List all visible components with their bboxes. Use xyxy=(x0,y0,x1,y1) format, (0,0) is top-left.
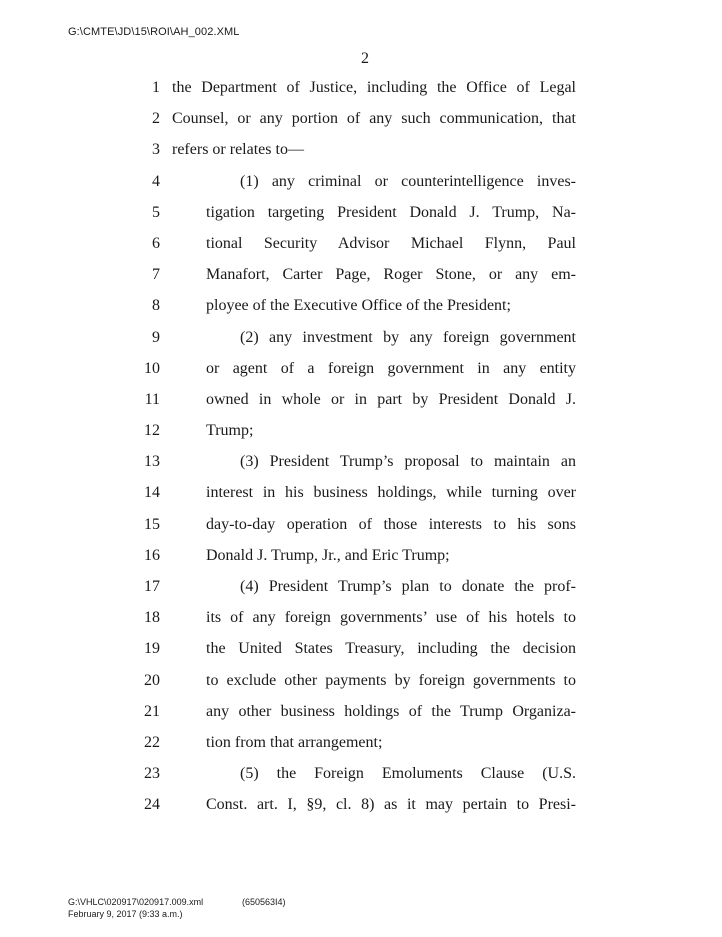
line-number: 3 xyxy=(152,141,160,159)
text-line xyxy=(0,233,722,264)
text-line xyxy=(0,77,722,108)
line-number: 19 xyxy=(144,640,160,658)
line-number: 11 xyxy=(144,390,160,408)
line-text: the Department of Justice, including the Office of Legal xyxy=(172,79,576,96)
line-number: 22 xyxy=(144,733,160,751)
footer-file-path: G:\VHLC\020917\020917.009.xml xyxy=(68,897,204,907)
text-line xyxy=(0,171,722,202)
text-line xyxy=(0,451,722,482)
line-number: 4 xyxy=(152,172,160,190)
line-number: 7 xyxy=(152,266,160,284)
line-text: (4) President Trump’s plan to donate the prof- xyxy=(240,578,576,595)
text-line xyxy=(0,264,722,295)
page-number: 2 xyxy=(361,50,369,67)
line-text: interest in his business holdings, while turning over xyxy=(206,484,576,502)
text-line xyxy=(0,514,722,545)
line-number: 8 xyxy=(152,297,160,315)
text-line xyxy=(0,389,722,420)
line-number: 10 xyxy=(144,359,160,377)
line-text: refers or relates to— xyxy=(172,141,304,159)
footer-date: February 9, 2017 (9:33 a.m.) xyxy=(68,909,183,919)
line-text: Counsel, or any portion of any such communication, that xyxy=(172,110,576,128)
line-number: 24 xyxy=(144,796,160,814)
line-number: 21 xyxy=(144,702,160,720)
text-line xyxy=(0,763,722,794)
line-text: tional Security Advisor Michael Flynn, Paul xyxy=(206,234,576,252)
line-text: (2) any investment by any foreign government xyxy=(240,328,576,346)
text-line xyxy=(0,794,722,825)
line-text: Manafort, Carter Page, Roger Stone, or any em- xyxy=(206,266,576,284)
text-line xyxy=(0,638,722,669)
footer xyxy=(68,896,286,920)
text-line xyxy=(0,701,722,732)
line-number: 2 xyxy=(152,110,160,128)
line-text: Donald J. Trump, Jr., and Eric Trump; xyxy=(206,546,450,564)
line-number: 20 xyxy=(144,671,160,689)
line-text: (1) any criminal or counterintelligence inves- xyxy=(240,172,576,190)
text-line xyxy=(0,607,722,638)
text-line xyxy=(0,670,722,701)
text-line xyxy=(0,202,722,233)
line-text: (5) the Foreign Emoluments Clause (U.S. xyxy=(240,765,576,783)
header-file-path: G:\CMTE\JD\15\ROI\AH_002.XML xyxy=(68,26,240,38)
text-line xyxy=(0,358,722,389)
line-number: 9 xyxy=(152,328,160,346)
text-line xyxy=(0,545,722,576)
text-line xyxy=(0,576,722,607)
line-number: 15 xyxy=(144,515,160,533)
line-number: 16 xyxy=(144,546,160,564)
line-text: the United States Treasury, including the decision xyxy=(206,640,576,658)
line-number: 13 xyxy=(144,453,160,471)
line-number: 12 xyxy=(144,422,160,440)
text-line xyxy=(0,295,722,326)
line-text: day-to-day operation of those interests to his sons xyxy=(206,515,576,533)
line-number: 5 xyxy=(152,203,160,221)
line-text: its of any foreign governments’ use of his hotels to xyxy=(206,609,576,627)
text-line xyxy=(0,482,722,513)
footer-file-line xyxy=(68,896,286,908)
text-line xyxy=(0,420,722,451)
bill-text xyxy=(0,77,722,826)
line-text: any other business holdings of the Trump Organiza- xyxy=(206,702,576,720)
line-number: 23 xyxy=(144,765,160,783)
line-text: tion from that arrangement; xyxy=(206,733,383,751)
line-text: Const. art. I, §9, cl. 8) as it may pertain to Presi- xyxy=(206,796,576,814)
text-line xyxy=(0,139,722,170)
text-line xyxy=(0,327,722,358)
line-number: 18 xyxy=(144,609,160,627)
footer-doc-id: (650563I4) xyxy=(242,897,286,907)
line-number: 17 xyxy=(144,578,160,595)
line-number: 14 xyxy=(144,484,160,502)
line-text: to exclude other payments by foreign governments to xyxy=(206,671,576,689)
line-number: 1 xyxy=(152,79,160,96)
line-text: (3) President Trump’s proposal to maintain an xyxy=(240,453,576,471)
line-text: ployee of the Executive Office of the President; xyxy=(206,297,511,315)
line-text: owned in whole or in part by President Donald J. xyxy=(206,390,576,408)
line-text: Trump; xyxy=(206,422,254,440)
line-text: tigation targeting President Donald J. Trump, Na- xyxy=(206,203,576,221)
text-line xyxy=(0,108,722,139)
line-text: or agent of a foreign government in any entity xyxy=(206,359,576,377)
text-line xyxy=(0,732,722,763)
line-number: 6 xyxy=(152,234,160,252)
